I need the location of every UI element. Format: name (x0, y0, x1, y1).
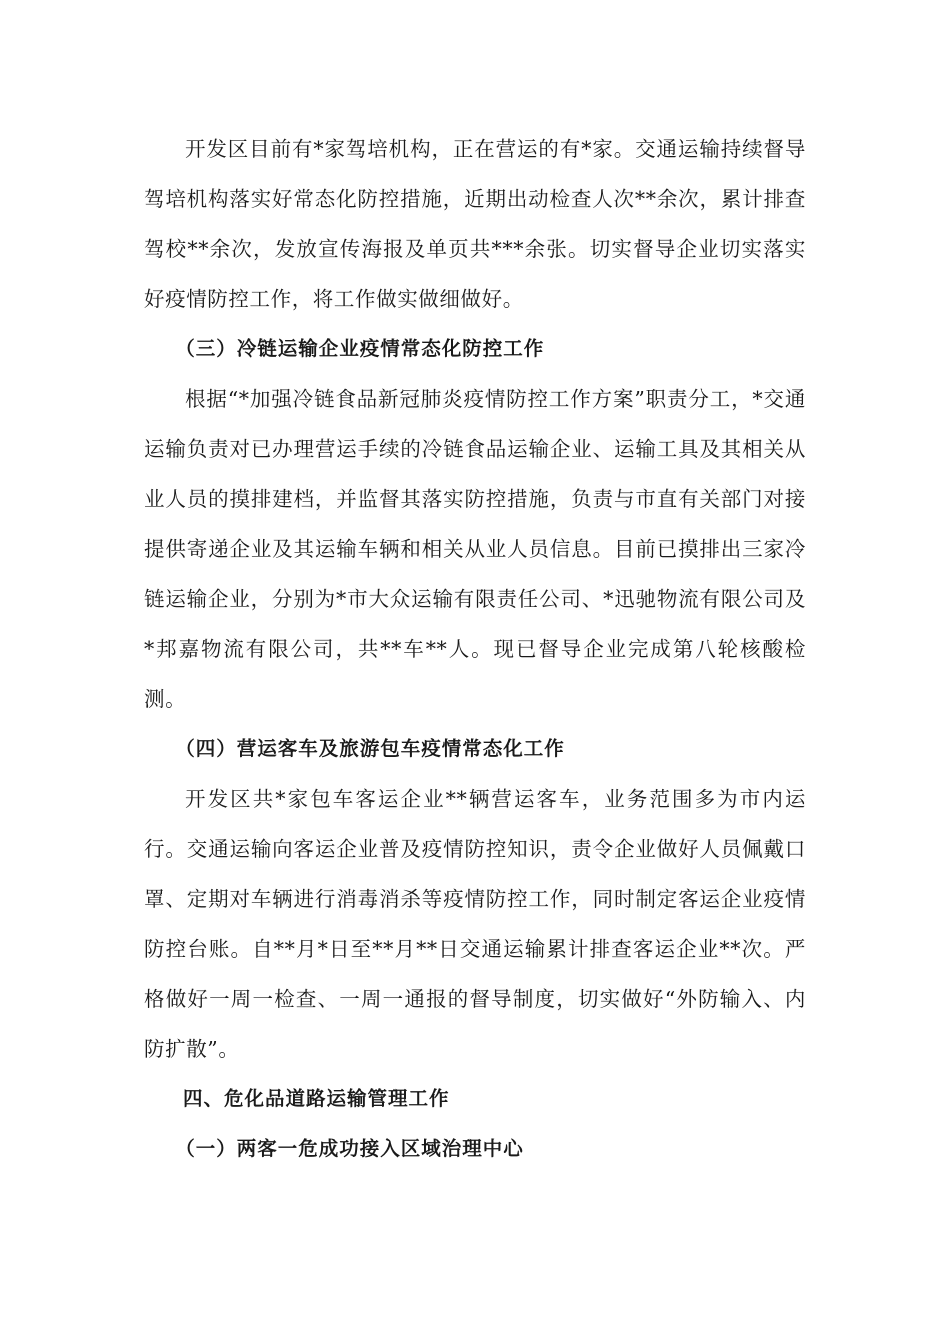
subheading-passenger-vehicles: （四）营运客车及旅游包车疫情常态化工作 (175, 737, 565, 760)
paragraph-passenger-vehicles: 开发区共*家包车客运企业**辆营运客车，业务范围多为市内运行。交通运输向客运企业普及疫情防控知识，责令企业做好人员佩戴口罩、定期对车辆进行消毒消杀等疫情防控工作，同时制定客运企业疫情防控台账。自**月*日至**月**日交通运输累计排查客运企业**次。严格做好一周一检查、一周一通报的督导制度，切实做好“外防输入、内防扩散”。 (144, 787, 806, 1061)
heading-hazardous-transport: 四、危化品道路运输管理工作 (183, 1087, 450, 1110)
subheading-regional-governance: （一）两客一危成功接入区域治理中心 (175, 1137, 524, 1160)
paragraph-driving-schools: 开发区目前有*家驾培机构，正在营运的有*家。交通运输持续督导驾培机构落实好常态化防控措施，近期出动检查人次**余次，累计排查驾校**余次，发放宣传海报及单页共***余张。切实督导企业切实落实好疫情防控工作，将工作做实做细做好。 (144, 137, 806, 311)
paragraph-cold-chain: 根据“*加强冷链食品新冠肺炎疫情防控工作方案”职责分工，*交通运输负责对已办理营运手续的冷链食品运输企业、运输工具及其相关从业人员的摸排建档，并监督其落实防控措施，负责与市直有关部门对接提供寄递企业及其运输车辆和相关从业人员信息。目前已摸排出三家冷链运输企业，分别为*市大众运输有限责任公司、*迅驰物流有限公司及*邦嘉物流有限公司，共**车**人。现已督导企业完成第八轮核酸检测。 (144, 387, 806, 711)
document-body (144, 124, 806, 1174)
subheading-cold-chain: （三）冷链运输企业疫情常态化防控工作 (175, 337, 545, 360)
